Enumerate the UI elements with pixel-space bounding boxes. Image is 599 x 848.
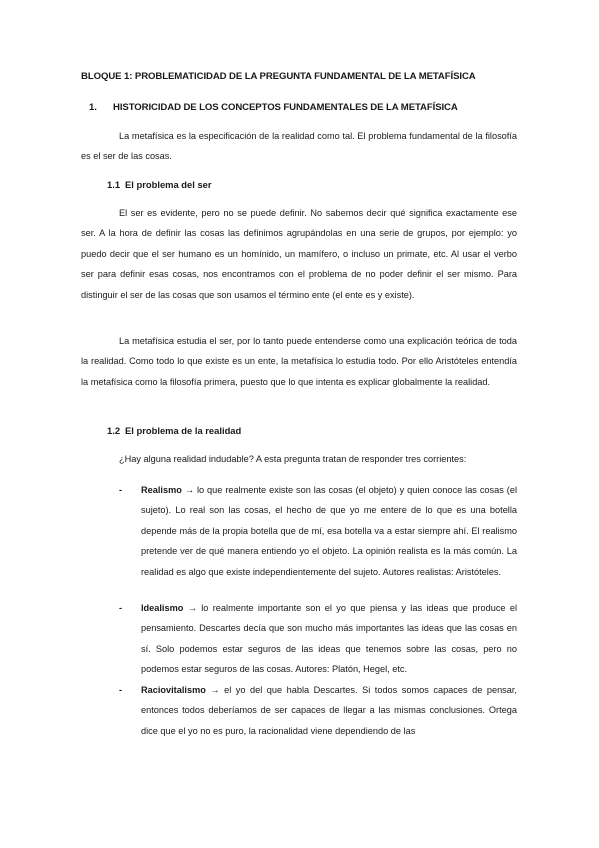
arrow-icon: → [184, 485, 194, 495]
list-dash: - [119, 485, 123, 495]
section-1-title: HISTORICIDAD DE LOS CONCEPTOS FUNDAMENTALES DE LA METAFÍSICA [113, 102, 458, 113]
section-1-2-number: 1.2 [107, 425, 121, 436]
list-item-raciovitalismo [119, 680, 517, 741]
section-1-2-intro: ¿Hay alguna realidad indudable? A esta pregunta tratan de responder tres corrientes: [119, 454, 467, 464]
definition-raciovitalismo: el yo del que habla Descartes. Si todos somos capaces de pensar, entonces todos deberíamos de ser capaces de llegar a las mismas conclusiones. Ortega dice que el yo no es puro, la racionalidad viene dependiendo de las [141, 685, 517, 736]
list-item-text [141, 598, 517, 680]
section-1-2-title: El problema de la realidad [125, 425, 242, 436]
definition-idealismo: lo realmente importante son el yo que piensa y las ideas que produce el pensamiento. Descartes decía que son mucho más importantes las ideas que las cosas en sí. Solo podemos estar seguros de las ideas que tenemos sobre las cosas, pero no podemos estar seguros de las cosas. Autores: Platón, Hegel, etc. [141, 603, 518, 675]
term-realismo: Realismo [141, 485, 182, 495]
section-1-heading [89, 102, 458, 113]
arrow-icon: → [210, 685, 220, 695]
list-item-realismo [119, 480, 517, 582]
section-1-1-title: El problema del ser [125, 179, 212, 190]
section-1-1-paragraph-2: La metafísica estudia el ser, por lo tanto puede entenderse como una explicación teórica de toda la realidad. Como todo lo que existe es un ente, la metafísica lo estudia todo. Por ello Aristóteles entendía la metafísica como la filosofía primera, puesto que lo que intenta es explicar globalmente la realidad. [81, 336, 517, 387]
section-1-paragraph: La metafísica es la especificación de la realidad como tal. El problema fundamental de la filosofía es el ser de las cosas. [81, 131, 517, 162]
section-1-number: 1. [89, 102, 97, 113]
definition-realismo: lo que realmente existe son las cosas (el objeto) y quien conoce las cosas (el sujeto). Lo real son las cosas, el hecho de que yo me entere de lo que es una botella depende más de la propia botella que de mí, esa botella va a estar siempre ahí. El realismo pretende ver de qué manera entiendo yo el objeto. La opinión realista es la más común. La realidad es algo que existe independientemente del sujeto. Autores realistas: Aristóteles. [141, 485, 517, 577]
section-1-2-heading [107, 425, 241, 436]
list-item-text [141, 680, 517, 741]
term-idealismo: Idealismo [141, 603, 184, 613]
list-item-text [141, 480, 517, 582]
document-title: BLOQUE 1: PROBLEMATICIDAD DE LA PREGUNTA FUNDAMENTAL DE LA METAFÍSICA [81, 71, 476, 82]
arrow-icon: → [187, 603, 197, 613]
list-dash: - [119, 685, 123, 695]
section-1-1-number: 1.1 [107, 179, 121, 190]
term-raciovitalismo: Raciovitalismo [141, 685, 206, 695]
section-1-1-heading [107, 179, 212, 190]
list-dash: - [119, 603, 123, 613]
section-1-1-paragraph-1: El ser es evidente, pero no se puede definir. No sabemos decir qué significa exactamente ese ser. A la hora de definir las cosas las definimos agrupándolas en una serie de grupos, por ejemplo: yo puedo decir que el ser humano es un homínido, un mamífero, o incluso un primate, etc. Al usar el verbo ser para definir esas cosas, nos encontramos con el problema de no poder definir el ser mismo. Para distinguir el ser de las cosas que son usamos el término ente (el ente es y existe). [81, 208, 517, 300]
list-item-idealismo [119, 598, 517, 680]
